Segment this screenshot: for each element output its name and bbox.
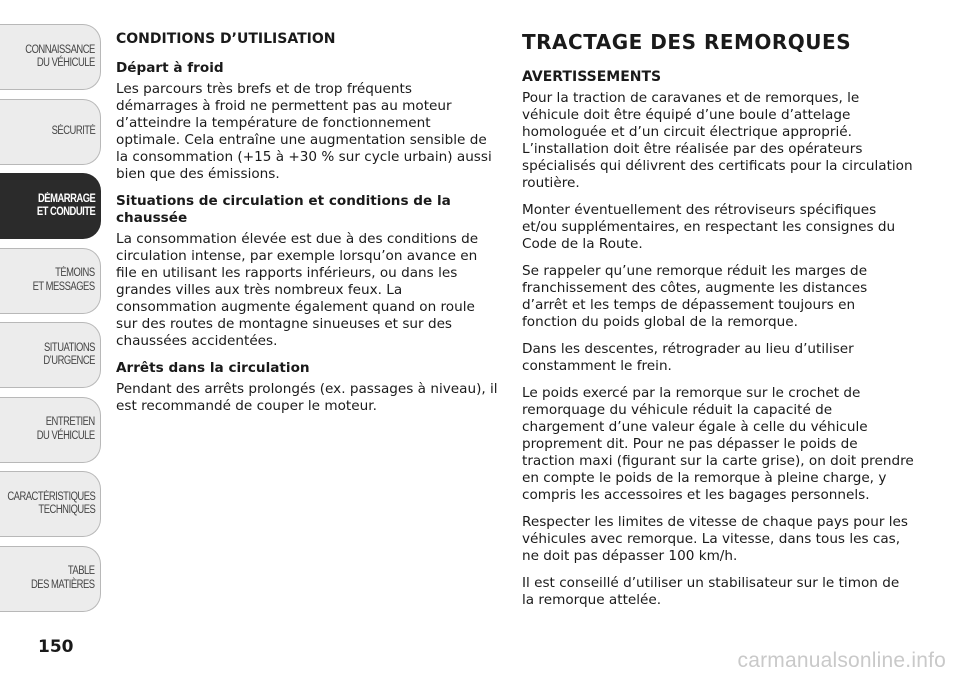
paragraph: Dans les descentes, rétrograder au lieu d’utiliser constamment le frein.	[522, 341, 854, 374]
paragraph: La consommation élevée est due à des conditions de circulation intense, par exemple lorsqu’on avance en file en utilisant les rapports inférieurs, ou dans les grandes villes aux très nombreux feux. La consommation augmente également quand on roule sur des routes de montagne sinueuses et sur des chaussées accidentées.	[116, 231, 479, 349]
tab-temoins-et-messages[interactable]	[0, 248, 101, 314]
tab-label: CONNAISSANCE DU VÉHICULE	[25, 43, 95, 69]
subsection-title: Situations de circulation et conditions de la chaussée	[116, 193, 451, 226]
section-title: TRACTAGE DES REMORQUES	[522, 30, 852, 54]
subsection-title: Arrêts dans la circulation	[116, 360, 310, 376]
subsection-heading: AVERTISSEMENTS	[522, 69, 662, 85]
paragraph: Il est conseillé d’utiliser un stabilisateur sur le timon de la remorque attelée.	[522, 575, 900, 608]
paragraph: Respecter les limites de vitesse de chaque pays pour les véhicules avec remorque. La vitesse, dans tous les cas, ne doit pas dépasser 100 km/h.	[522, 514, 909, 564]
tab-label: SITUATIONS D’URGENCE	[43, 341, 95, 367]
subsection-title: Départ à froid	[116, 60, 224, 76]
paragraph: Pendant des arrêts prolongés (ex. passages à niveau), il est recommandé de couper le moteur.	[116, 381, 498, 414]
section-heading: CONDITIONS D’UTILISATION	[116, 31, 336, 47]
tab-entretien-du-vehicule[interactable]	[0, 397, 101, 463]
watermark: carmanualsonline.info	[737, 649, 946, 672]
tab-label: TÉMOINS ET MESSAGES	[32, 267, 95, 293]
tab-securite[interactable]	[0, 99, 101, 165]
tab-label: SÉCURITÉ	[51, 124, 95, 137]
tab-label: ENTRETIEN DU VÉHICULE	[36, 416, 95, 442]
paragraph: Monter éventuellement des rétroviseurs spécifiques et/ou supplémentaires, en respectant les consignes du Code de la Route.	[522, 202, 896, 252]
tab-label: DÉMARRAGE ET CONDUITE	[36, 192, 95, 218]
tab-table-des-matieres[interactable]	[0, 546, 101, 612]
right-column	[522, 30, 914, 619]
paragraph: Se rappeler qu’une remorque réduit les marges de franchissement des côtes, augmente les distances d’arrêt et les temps de dépassement toujours en fonction du poids global de la remorque.	[522, 263, 868, 330]
tab-label: CARACTÉRISTIQUES TECHNIQUES	[6, 490, 95, 516]
tab-demarrage-et-conduite[interactable]	[0, 173, 101, 239]
tab-caracteristiques-techniques[interactable]	[0, 471, 101, 537]
paragraph: Pour la traction de caravanes et de remorques, le véhicule doit être équipé d’une boule d’attelage homologuée et d’un circuit électrique approprié. L’installation doit être réalisée par des opérateurs spécialisés qui délivrent des certificats pour la circulation routière.	[522, 90, 913, 191]
chapter-tabs	[0, 24, 101, 620]
tab-label: TABLE DES MATIÈRES	[31, 565, 95, 591]
page-number: 150	[38, 637, 74, 657]
paragraph: Les parcours très brefs et de trop fréquents démarrages à froid ne permettent pas au moteur d’atteindre la température de fonctionnement optimale. Cela entraîne une augmentation sensible de la consommation (+15 à +30 % sur cycle urbain) aussi bien que des émissions.	[116, 81, 492, 182]
left-column	[116, 30, 498, 425]
paragraph: Le poids exercé par la remorque sur le crochet de remorquage du véhicule réduit la capacité de chargement d’une valeur égale à celle du véhicule proprement dit. Pour ne pas dépasser le poids de traction maxi (figurant sur la carte grise), on doit prendre en compte le poids de la remorque à pleine charge, y compris les accessoires et les bagages personnels.	[522, 385, 914, 503]
tab-situations-durgence[interactable]	[0, 322, 101, 388]
tab-connaissance-du-vehicule[interactable]	[0, 24, 101, 90]
